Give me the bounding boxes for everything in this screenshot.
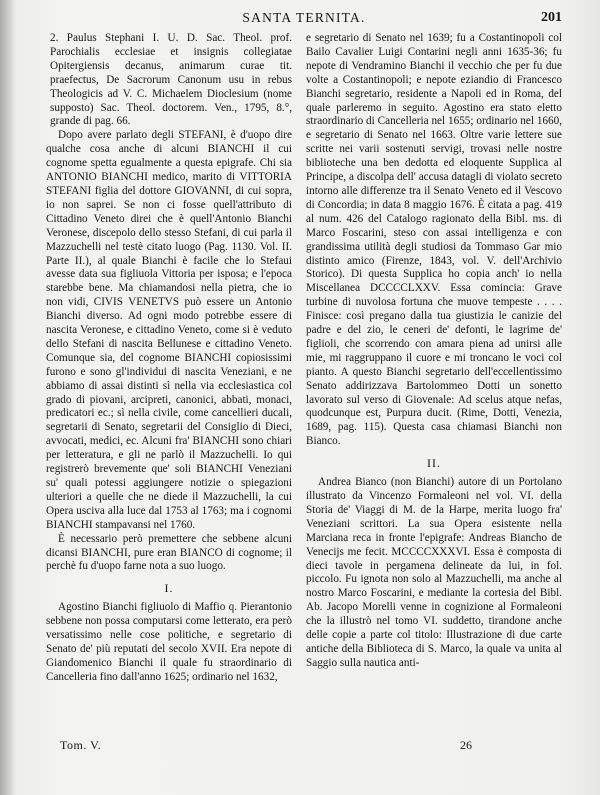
- spine-shadow: [0, 0, 16, 795]
- running-title: SANTA TERNITA.: [242, 10, 366, 25]
- signature-mark: 26: [460, 738, 472, 752]
- footnote-2: 2. Paulus Stephani I. U. D. Sac. Theol. prof. Parochialis ecclesiae et insignis collegiatae Opitergiensis decanus, animarum curae tit. praefectus, De Sacrorum Canonum usu in rebus Theologicis ad V. C. Michaelem Dioclesium (nome supposto) Sac. Theol. doctorem. Ven., 1795, 8.°, grande di pag. 66.: [50, 32, 292, 128]
- volume-mark: Tom. V.: [60, 738, 102, 752]
- paragraph-bianchi-intro: Dopo avere parlato degli STEFANI, è d'uopo dire qualche cosa anche di alcuni BIANCHI il cui cognome spetta egualmente a questa epigrafe. Chi sia ANTONIO BIANCHI medico, marito di VITTORIA STEFANI figlia del dottore GIOVANNI, di cui sopra, io non saprei. Se non ci fosse quell'attributo di Cittadino Veneto direi che è quell'Antonio Bianchi Veronese, discepolo dello stesso Stefani, di cui parla il Mazzuchelli nel testè citato luogo (Pag. 1130. Vol. II. Parte II.), al quale Bianchi è facile che lo Stefaui avesse data sua figliuola Vittoria per isposa; e l'epoca starebbe bene. Ma chiamandosi nella pietra, che io non vidi, CIVIS VENETVS può essere un Antonio Bianchi diverso. Ad ogni modo potrebbe essere di nascita Veronese, e cittadino Veneto, come si è veduto dello Stefani di nascita Bellunese e cittadino Veneto. Comunque sia, del cognome BIANCHI copiosissimi furono e sono gl'individui di nascita Veneziani, e ne abbiamo di assai distinti sì nella via ecclesiastica col grado di piovani, arcipreti, canonici, abbati, monaci, predicatori ec.; sì nella civile, come cancellieri ducali, segretarii di Senato, segretarii del Consiglio di Dieci, avvocati, medici, ec. Alcuni fra' BIANCHI sono chiari per letteratura, e gli ne parlò il Mazzuchelli. Io qui registrerò brevemente que' soli BIANCHI Veneziani su' quali potessi aggiungere notizie o spiegazioni ulteriori a quelle che ne diede il Mazzuchelli, la cui Opera usciva alla luce dal 1753 al 1763; ma i cognomi BIANCHI stampavansi nel 1760.: [46, 129, 292, 531]
- page-header: [46, 10, 562, 26]
- paragraph-bianco-note: È necessario però premettere che sebbene alcuni dicansi BIANCHI, pure eran BIANCO di cognome; il perchè fu d'uopo farne nota a suo luogo.: [46, 532, 292, 573]
- section-heading-2: II.: [427, 456, 441, 471]
- paragraph-agostino-continued: e segretario di Senato nel 1639; fu a Costantinopoli col Bailo Cavalier Luigi Contarini negli anni 1635-36; fu nepote di Vendramino Bianchi il vecchio che per fu due volte a Costantinopoli; e nepote eziandio di Francesco Bianchi segretario, residente a Napoli ed in Roma, del quale parleremo in seguito. Agostino era stato eletto straordinario di Cancelleria nel 1655; ordinario nel 1660, e segretario di Senato nel 1663. Oltre varie lettere sue scritte nei varii sostenuti servigi, trovasi nelle nostre biblioteche una ben dedotta ed eloquente Supplica al Principe, a discolpa dell' accusa datagli di violato secreto intorno alle differenze tra il Senato Veneto ed il Vescovo di Concordia; in data 8 maggio 1676. È citata a pag. 419 al num. 426 del Catalogo ragionato della Bibl. ms. di Marco Foscarini, steso con assai intelligenza e con grandissima utilità degli studiosi da Tommaso Gar mio distinto amico (Firenze, 1843, vol. V. dell'Archivio Storico). Di questa Supplica ho copia anch' io nella Miscellanea DCCCCLXXV. Essa comincia: Grave turbine di nuvolosa fortuna che muove tempeste . . . . Finisce: così pregano dalla tua giustizia le canizie del padre e del zio, le ceneri de' defonti, le lagrime de' figlioli, che scorrendo con amara piena ad unirsi alle mie, mi raggruppano il cuore e mi troncano le voci col pianto. A questo Bianchi segretario dell'eccellentissimo Senato addirizzava Bartolommeo Dotti un sonetto lavorato sul verso di Giovenale: Ad scelus atque nefas, quodcunque est, Purpura ducit. (Rime, Dotti, Venezia, 1689, pag. 115). Questa casa chiamasi Bianchi non Bianco.: [306, 32, 562, 448]
- paragraph-andrea-bianco: Andrea Bianco (non Bianchi) autore di un Portolano illustrato da Vincenzo Formaleoni nel vol. VI. della Storia de' Viaggi di M. de la Harpe, merita luogo fra' Veneziani scrittori. La sua Opera esistente nella Marciana reca in fronte l'epigrafe: Andreas Biancho de Venecijs me fecit. MCCCCXXXVI. Essa è composta di dieci tavole in pergamena delineate da lui, in fol. piccolo. Fu ignota non solo al Mazzuchelli, ma anche al nostro Marco Foscarini, e mediante la cortesia del Bibl. Ab. Jacopo Morelli venne in cognizione al Formaleoni che la illustrò nel tomo VI. suddetto, tirandone anche delle copie a parte col titolo: Illustrazione di due carte antiche della Biblioteca di S. Marco, la quale va unita al Saggio sulla nautica anti-: [306, 476, 562, 669]
- section-heading-1: I.: [164, 581, 174, 596]
- page-number: 201: [541, 10, 562, 25]
- page-footer: [60, 738, 562, 754]
- paragraph-agostino-bianchi: Agostino Bianchi figliuolo di Maffio q. Pierantonio sebbene non possa computarsi come letterato, era però versatissimo nelle cose politiche, e segretario di Senato de' più reputati del secolo XVII. Era nepote di Giandomenico Bianchi il quale fu straordinario di Cancelleria fino dall'anno 1625; ordinario nel 1632,: [46, 601, 292, 683]
- right-column: [306, 32, 562, 671]
- left-column: [46, 32, 292, 685]
